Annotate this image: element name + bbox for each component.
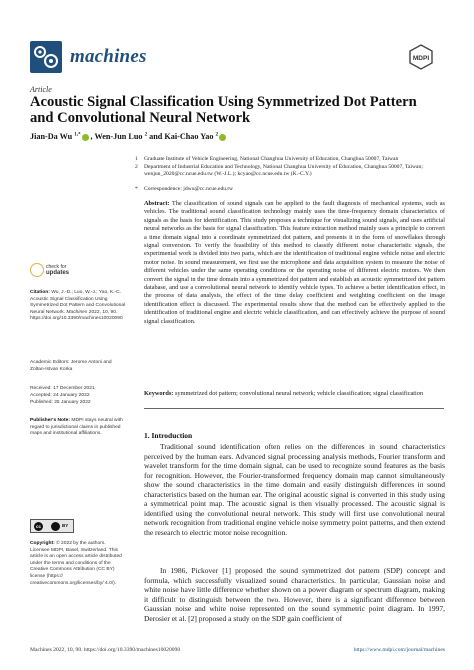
- copyright-text: © 2022 by the authors. Licensee MDPI, Basel, Switzerland. This article is an open access article distributed under the terms and conditions of the Creative Commons Attribution (CC BY) license (https:// creativecommons.org/licenses/by/ 4.0/).: [30, 541, 122, 586]
- author-sup: 1,*: [74, 132, 81, 138]
- keywords-label: Keywords:: [144, 390, 174, 397]
- affiliation-num: 2: [135, 164, 138, 170]
- affiliation: [135, 164, 444, 178]
- author-list: Jian-Da Wu $^{1,*}$ , Wen-Jun Luo $^2$ and Kai-Chao Yao $^2$: [30, 132, 440, 141]
- keywords: [144, 390, 445, 398]
- correspondence: [135, 186, 444, 193]
- intro-paragraph: [144, 566, 445, 623]
- mdpi-logo-text: MDPI: [412, 55, 430, 62]
- divider: [144, 408, 444, 409]
- affiliation-num: 1: [135, 156, 138, 162]
- article-type: Article: [30, 85, 52, 94]
- orcid-icon[interactable]: [82, 134, 89, 141]
- affiliation: [135, 156, 444, 163]
- author-name: Jian-Da Wu: [30, 132, 73, 141]
- journal-url-link[interactable]: https://www.mdpi.com/journal/machines: [353, 647, 445, 653]
- keywords-text: symmetrized dot pattern; convolutional neural network; vehicle classification; signal classification: [174, 390, 424, 397]
- paragraph-text: Traditional sound identification often relies on the differences in sound characteristics perceived by the human ears. Advanced signal processing analysis methods, Fourier transform and wavelet transform for the time domain signal, can be used to recognize sound features as the basis for recognition. However, the Fourier-transformed frequency domain map cannot simultaneously show the sound characteristics in the time domain and easily distinguish differences in sound characteristics based on the human ear. The original acoustic signal is converted in this study using a symmetrical point map. The acoustic signal is then visually processed. The acoustic signal is identified using the convolutional neural network. This study will first use convolutional neural network recognition from traditional engine vehicle noise symmetry point patterns, and then extend the research to electric motor noise recognition.: [144, 442, 445, 537]
- citation-journal: Machines: [66, 309, 88, 315]
- abstract: [144, 200, 445, 326]
- orcid-icon[interactable]: [219, 134, 226, 141]
- citation-tail: 2022, 10, 90. https://doi.org/10.3390/machines10020090: [30, 309, 123, 322]
- machines-logo-icon: [30, 41, 62, 73]
- abstract-text: The classification of sound signals can be applied to the fault diagnosis of mechanical systems, such as vehicles. The traditional sound classification technology mainly uses the time-frequency domain characteristics of signals as the basis for identification. This study proposes a technique for visualizing sound signals, and uses artificial neural networks as the basis for signal classification. This feature extraction method mainly uses a principle to convert a time domain signal into a coordinate symmetrized dot pattern, and presents it in the form of snowflakes through signal conversion. To verify the feasibility of this method to classify different noise characteristic signals, the experimental work is divided into two parts, which are the identification of traditional engine vehicle noise and electric motor noise. In sound measurement, we first use the microphone and data acquisition system to measure the noise of different vehicles under the same operating conditions or the operating noise of different electric motors. We then convert the signal in the time domain into a symmetrized dot pattern and establish an acoustic symmetrized dot pattern database, and use a convolutional neural network to identify vehicle types. To achieve a better identification effect, in the process of data analysis, the effect of the time delay coefficient and weighting coefficient on the image identification effect is discussed. The experimental results show that the method can be effectively applied to the identification of traditional engine and electric vehicle classification, and can effectively achieve the purpose of sound signal classification.: [144, 200, 445, 325]
- cc-icon: cc: [35, 524, 41, 529]
- citation-text: Wu, J.-D.; Luo, W.-J.; Yao, K.-C. Acoustic Signal Classification Using Symmetrized Dot Pattern and Convolutional Neural Network.: [30, 290, 126, 315]
- check-updates-label: check for updates: [46, 264, 70, 276]
- paper-title: Acoustic Signal Classification Using Symmetrized Dot Pattern and Convolutional Neural Network: [30, 94, 417, 126]
- published-date: Published: 25 January 2022: [30, 400, 91, 405]
- received-date: Received: 17 December 2021: [30, 386, 95, 391]
- cc-by-license-badge[interactable]: [30, 519, 74, 533]
- affiliation-text: Department of Industrial Education and Technology, National Changhua University of Education, Changhua 50007, Taiwan; wenjun_2020@cc.ncue.edu.tw (W.-J.L.); kcyao@cc.ncue.edu.tw (K.-C.Y.): [144, 164, 423, 178]
- citation-label: Citation:: [30, 290, 50, 295]
- by-person-icon: [51, 522, 60, 531]
- footer-citation: Machines 2022, 10, 90. https://doi.org/10.3390/machines10020090: [30, 647, 181, 653]
- publisher-note: [30, 418, 126, 438]
- by-label: BY: [62, 523, 69, 528]
- author-name: Wen-Jun Luo: [94, 132, 143, 141]
- journal-name[interactable]: machines: [70, 46, 147, 67]
- author-name: and Kai-Chao Yao: [149, 132, 214, 141]
- mdpi-logo-icon[interactable]: [409, 44, 433, 70]
- affiliation-text: Graduate Institute of Vehicle Engineering, National Changhua University of Education, Changhua 50007, Taiwan: [144, 156, 399, 162]
- copyright-label: Copyright:: [30, 541, 55, 546]
- intro-paragraph: [144, 442, 445, 537]
- author-sup: 2: [144, 132, 148, 138]
- abstract-label: Abstract:: [144, 200, 170, 207]
- check-for-updates-button[interactable]: [30, 261, 76, 281]
- academic-editors: Academic Editors: Jerome Antoni and Zoltan-Istvan Korka: [30, 360, 112, 372]
- footer-journal-link[interactable]: [315, 647, 445, 653]
- copyright-block: [30, 541, 126, 587]
- accepted-date: Accepted: 24 January 2022: [30, 393, 90, 398]
- citation-block: [30, 290, 126, 323]
- check-updates-icon: [30, 263, 44, 277]
- paragraph-text: In 1986, Pickover [1] proposed the sound symmetrized dot pattern (SDP) concept and formula, which successfully visualized sound characteristics. In particular, Gaussian noise and white noise have little difference whether shown on a power diagram or spectrum diagram, making it difficult to distinguish between the two. However, there is a significant difference between Gaussian noise and white noise represented on the sound symmetric point diagram. In 1997, Derosier et al. [2] proposed a study on the SDP gain coefficient of: [144, 566, 445, 623]
- publisher-note-label: Publisher's Note:: [30, 418, 71, 423]
- correspondence-text: Correspondence: jdwu@cc.ncue.edu.tw: [144, 186, 234, 192]
- affiliation-num: *: [135, 186, 138, 192]
- publisher-note-text: MDPI stays neutral with regard to jurisdictional claims in published maps and institutional affiliations.: [30, 418, 123, 437]
- author-sup: 2: [215, 132, 218, 138]
- section-heading: 1. Introduction: [144, 431, 193, 440]
